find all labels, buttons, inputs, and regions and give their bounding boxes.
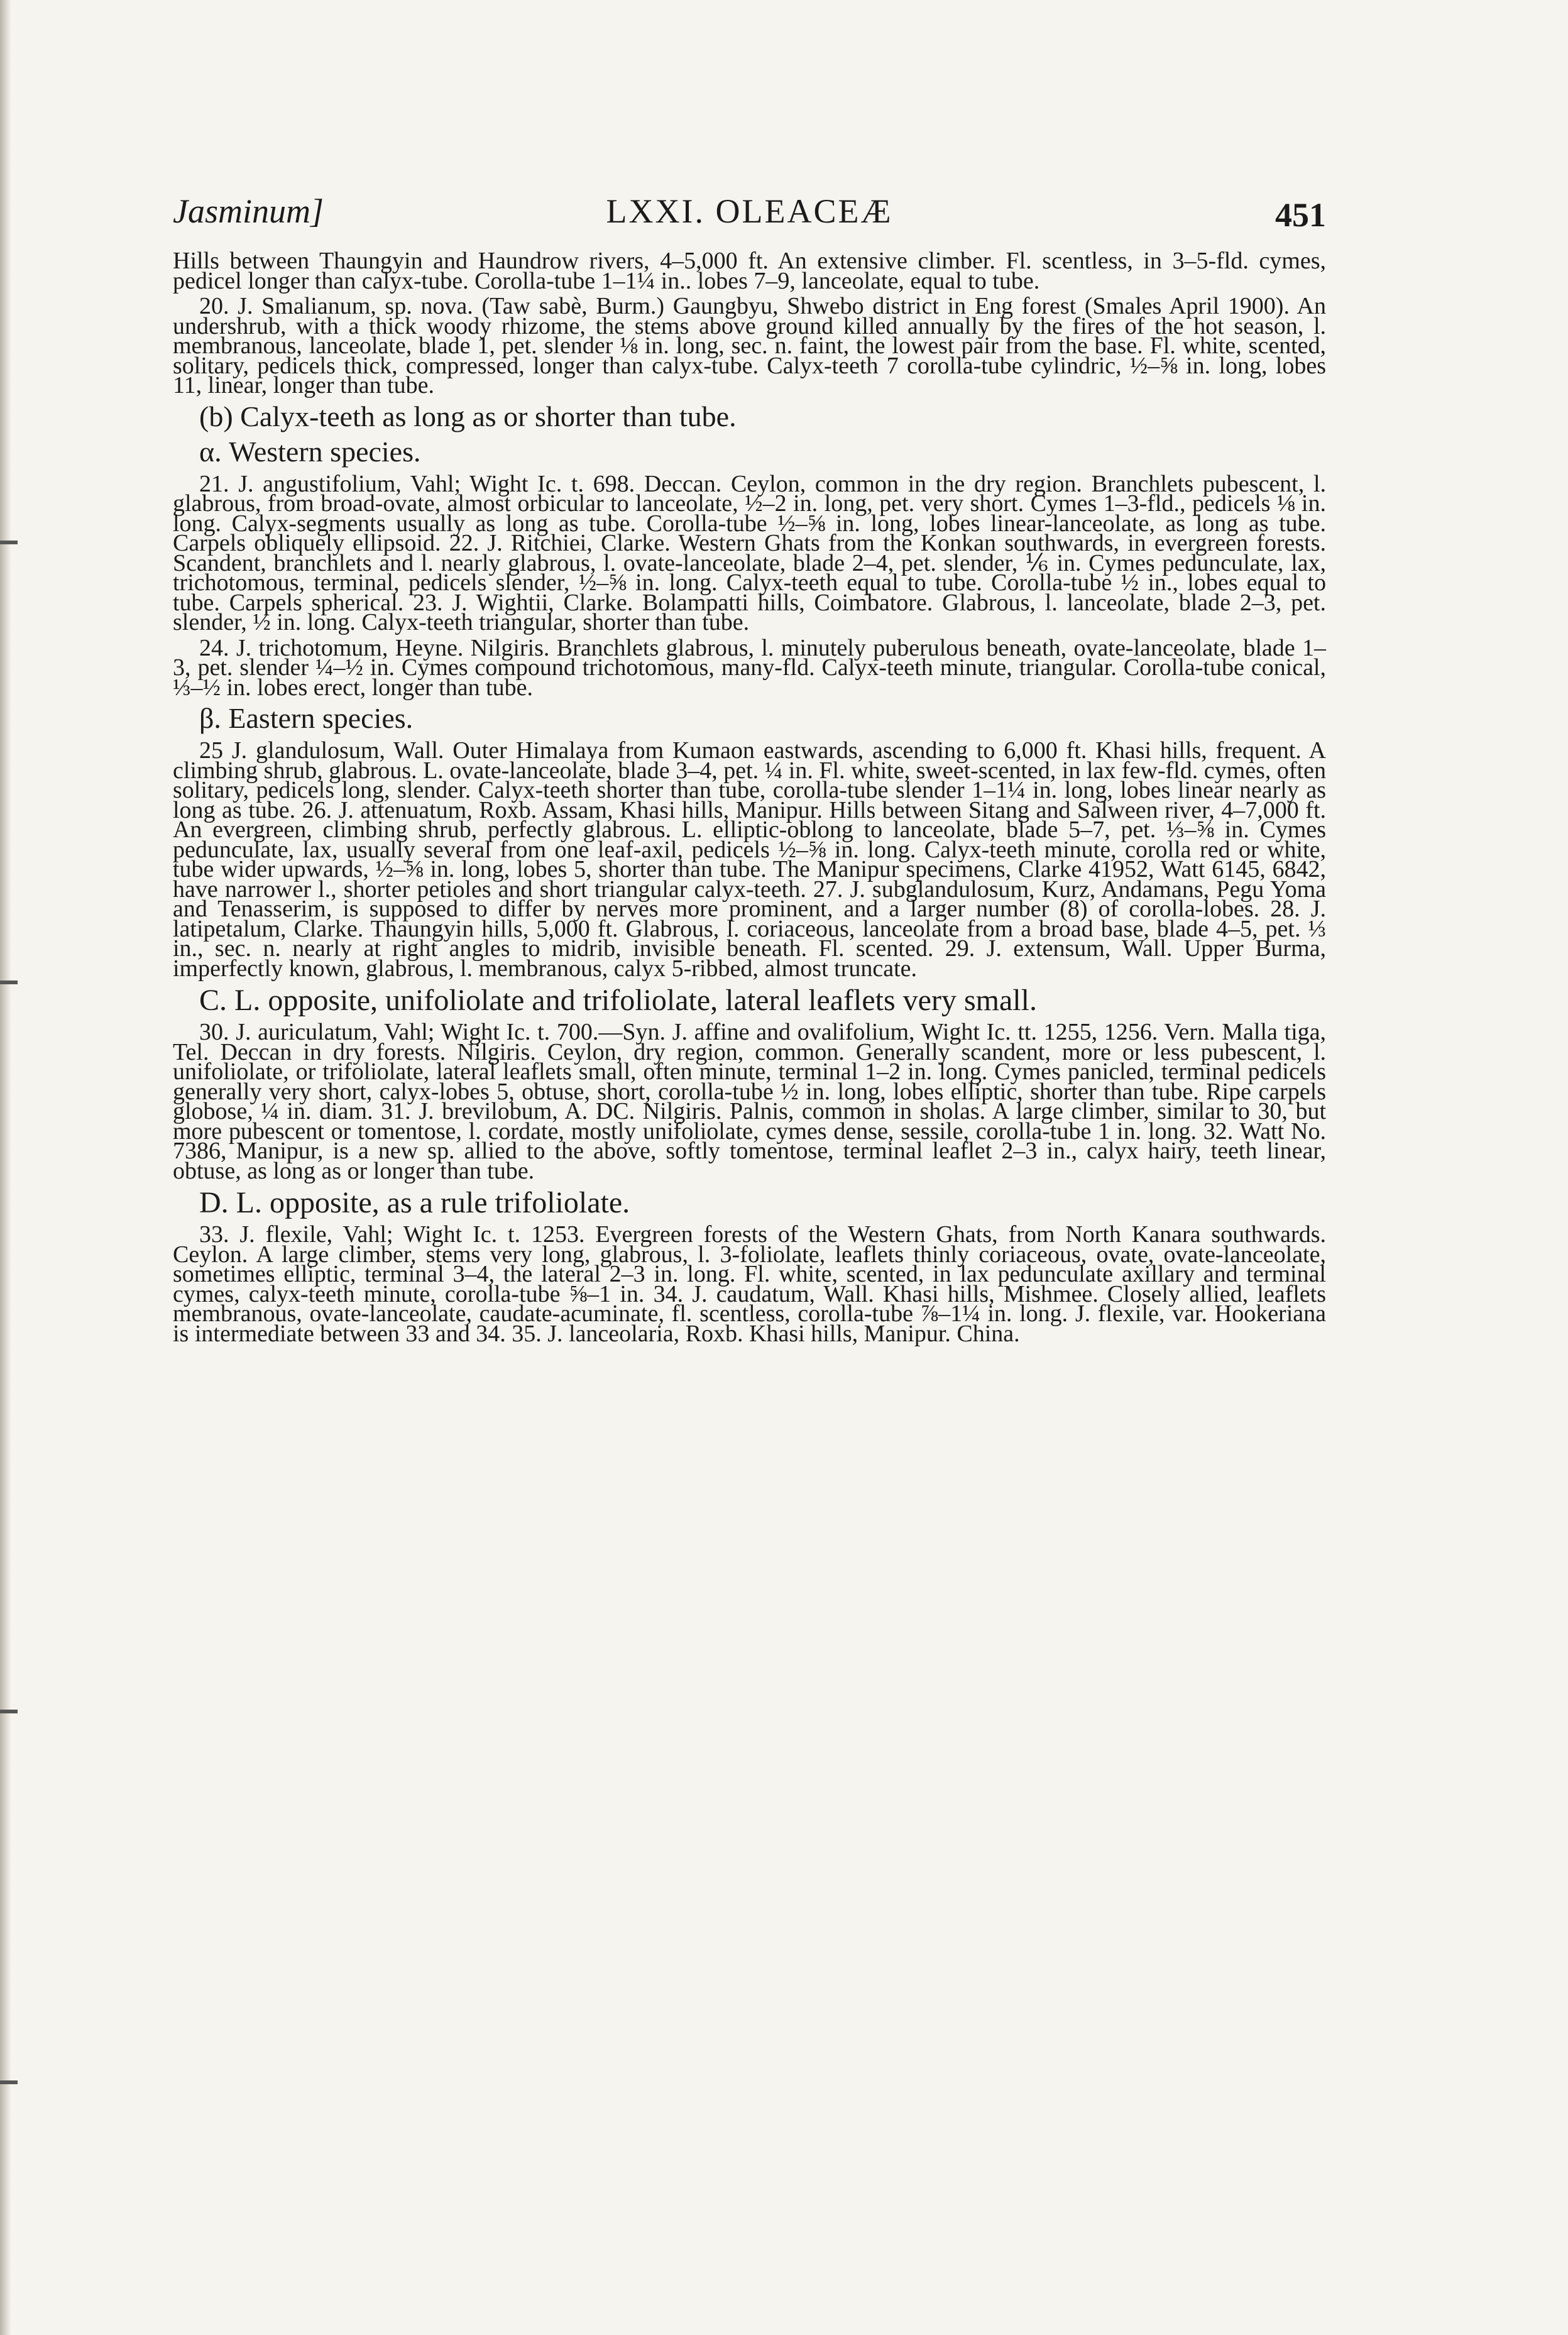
species-paragraph: 21. J. angustifolium, Vahl; Wight Ic. t. 698. Deccan. Ceylon, common in the dry region. Branchlets pubescent, l. glabrous, from broad-ovate, almost orbicular to lanceolate, ½–2 in. long, pet. very short. Cymes 1–3-fld., pedicels ⅛ in. long. Calyx-segments usually as long as tube. Corolla-tube ½–⅝ in. long, lobes linear-lanceolate, as long as tube. Carpels obliquely ellipsoid. 22. J. Ritchiei, Clarke. Western Ghats from the Konkan southwards, in evergreen forests. Scandent, branchlets and l. nearly glabrous, l. ovate-lanceolate, blade 2–4, pet. slender, ⅙ in. Cymes pedunculate, lax, trichotomous, terminal, pedicels slender, ½–⅝ in. long. Calyx-teeth equal to tube. Corolla-tube ½ in., lobes equal to tube. Carpels spherical. 23. J. Wightii, Clarke. Bolampatti hills, Coimbatore. Glabrous, l. lanceolate, blade 2–3, pet. slender, ½ in. long. Calyx-teeth triangular, shorter than tube.: [173, 470, 1326, 635]
page-number: 451: [1275, 196, 1326, 234]
species-paragraph: 20. J. Smalianum, sp. nova. (Taw sabè, Burm.) Gaungbyu, Shwebo district in Eng forest (Smales April 1900). An undershrub, with a thick woody rhizome, the stems above ground killed annually by the fires of the hot season, l. membranous, lanceolate, blade 1, pet. slender ⅛ in. long, sec. n. faint, the lowest pair from the base. Fl. white, scented, solitary, pedicels thick, compressed, longer than calyx-tube. Calyx-teeth 7 corolla-tube cylindric, ½–⅝ in. long, lobes 11, linear, longer than tube.: [173, 293, 1326, 398]
page-binding-edge: [0, 0, 11, 2335]
running-head-family: LXXI. OLEACEÆ: [606, 192, 893, 230]
running-head: [173, 192, 1326, 242]
page-body: [173, 248, 1326, 1349]
margin-mark: [0, 2080, 18, 2084]
section-heading: β. Eastern species.: [199, 702, 414, 734]
section-heading: C. L. opposite, unifoliolate and trifoliolate, lateral leaflets very small.: [199, 984, 1037, 1017]
running-head-genus: Jasminum]: [173, 192, 324, 230]
margin-mark: [0, 981, 18, 984]
species-paragraph: Hills between Thaungyin and Haundrow rivers, 4–5,000 ft. An extensive climber. Fl. scentless, in 3–5-fld. cymes, pedicel longer than calyx-tube. Corolla-tube 1–1¼ in.. lobes 7–9, lanceolate, equal to tube.: [173, 248, 1326, 294]
species-paragraph: 24. J. trichotomum, Heyne. Nilgiris. Branchlets glabrous, l. minutely puberulous beneath, ovate-lanceolate, blade 1–3, pet. slender ¼–½ in. Cymes compound trichotomous, many-fld. Calyx-teeth minute, triangular. Corolla-tube conical, ⅓–½ in. lobes erect, longer than tube.: [173, 634, 1326, 701]
margin-mark: [0, 541, 18, 544]
species-paragraph: 25 J. glandulosum, Wall. Outer Himalaya from Kumaon eastwards, ascending to 6,000 ft. Khasi hills, frequent. A climbing shrub, glabrous. L. ovate-lanceolate, blade 3–4, pet. ¼ in. Fl. white, sweet-scented, in lax few-fld. cymes, often solitary, pedicels long, slender. Calyx-teeth shorter than tube, corolla-tube slender 1–1¼ in. long, lobes linear nearly as long as tube. 26. J. attenuatum, Roxb. Assam, Khasi hills, Manipur. Hills between Sitang and Salween river, 4–7,000 ft. An evergreen, climbing shrub, perfectly glabrous. L. elliptic-oblong to lanceolate, blade 5–7, pet. ⅓–⅝ in. Cymes pedunculate, lax, usually several from one leaf-axil, pedicels ½–⅝ in. long. Calyx-teeth minute, corolla red or white, tube wider upwards, ½–⅝ in. long, lobes 5, shorter than tube. The Manipur specimens, Clarke 41952, Watt 6145, 6842, have narrower l., shorter petioles and short triangular calyx-teeth. 27. J. subglandulosum, Kurz, Andamans, Pegu Yoma and Tenasserim, is supposed to differ by nerves more prominent, and a larger number (8) of corolla-lobes. 28. J. latipetalum, Clarke. Thaungyin hills, 5,000 ft. Glabrous, l. coriaceous, lanceolate from a broad base, blade 4–5, pet. ⅓ in., sec. n. nearly at right angles to midrib, invisible beneath. Fl. scented. 29. J. extensum, Wall. Upper Burma, imperfectly known, glabrous, l. membranous, calyx 5-ribbed, almost truncate.: [173, 737, 1326, 982]
species-paragraph: 30. J. auriculatum, Vahl; Wight Ic. t. 700.—Syn. J. affine and ovalifolium, Wight Ic. tt. 1255, 1256. Vern. Malla tiga, Tel. Deccan in dry forests. Nilgiris. Ceylon, dry region, common. Generally scandent, more or less pubescent, l. unifoliolate, or trifoliolate, lateral leaflets small, often minute, terminal 1–2 in. long. Cymes panicled, terminal pedicels generally very short, calyx-lobes 5, obtuse, short, corolla-tube ½ in. long, lobes elliptic, shorter than tube. Ripe carpels globose, ¼ in. diam. 31. J. brevilobum, A. DC. Nilgiris. Palnis, common in sholas. A large climber, similar to 30, but more pubescent or tomentose, l. cordate, mostly unifoliolate, cymes dense, sessile, corolla-tube 1 in. long. 32. Watt No. 7386, Manipur, is a new sp. allied to the above, softly tomentose, terminal leaflet 2–3 in., calyx hairy, teeth linear, obtuse, as long as or longer than tube.: [173, 1019, 1326, 1184]
section-heading: (b) Calyx-teeth as long as or shorter than tube.: [199, 400, 737, 432]
species-paragraph: 33. J. flexile, Vahl; Wight Ic. t. 1253. Evergreen forests of the Western Ghats, from North Kanara southwards. Ceylon. A large climber, stems very long, glabrous, l. 3-foliolate, leaflets thinly coriaceous, ovate, ovate-lanceolate, sometimes elliptic, terminal 3–4, the lateral 2–3 in. long. Fl. white, scented, in lax pedunculate axillary and terminal cymes, calyx-teeth minute, corolla-tube ⅝–1 in. 34. J. caudatum, Wall. Khasi hills, Mishmee. Closely allied, leaflets membranous, ovate-lanceolate, caudate-acuminate, fl. scentless, corolla-tube ⅞–1¼ in. long. J. flexile, var. Hookeriana is intermediate between 33 and 34. 35. J. lanceolaria, Roxb. Khasi hills, Manipur. China.: [173, 1221, 1326, 1347]
margin-mark: [0, 1710, 18, 1713]
section-heading: α. Western species.: [199, 435, 421, 468]
section-heading: D. L. opposite, as a rule trifoliolate.: [199, 1186, 630, 1219]
